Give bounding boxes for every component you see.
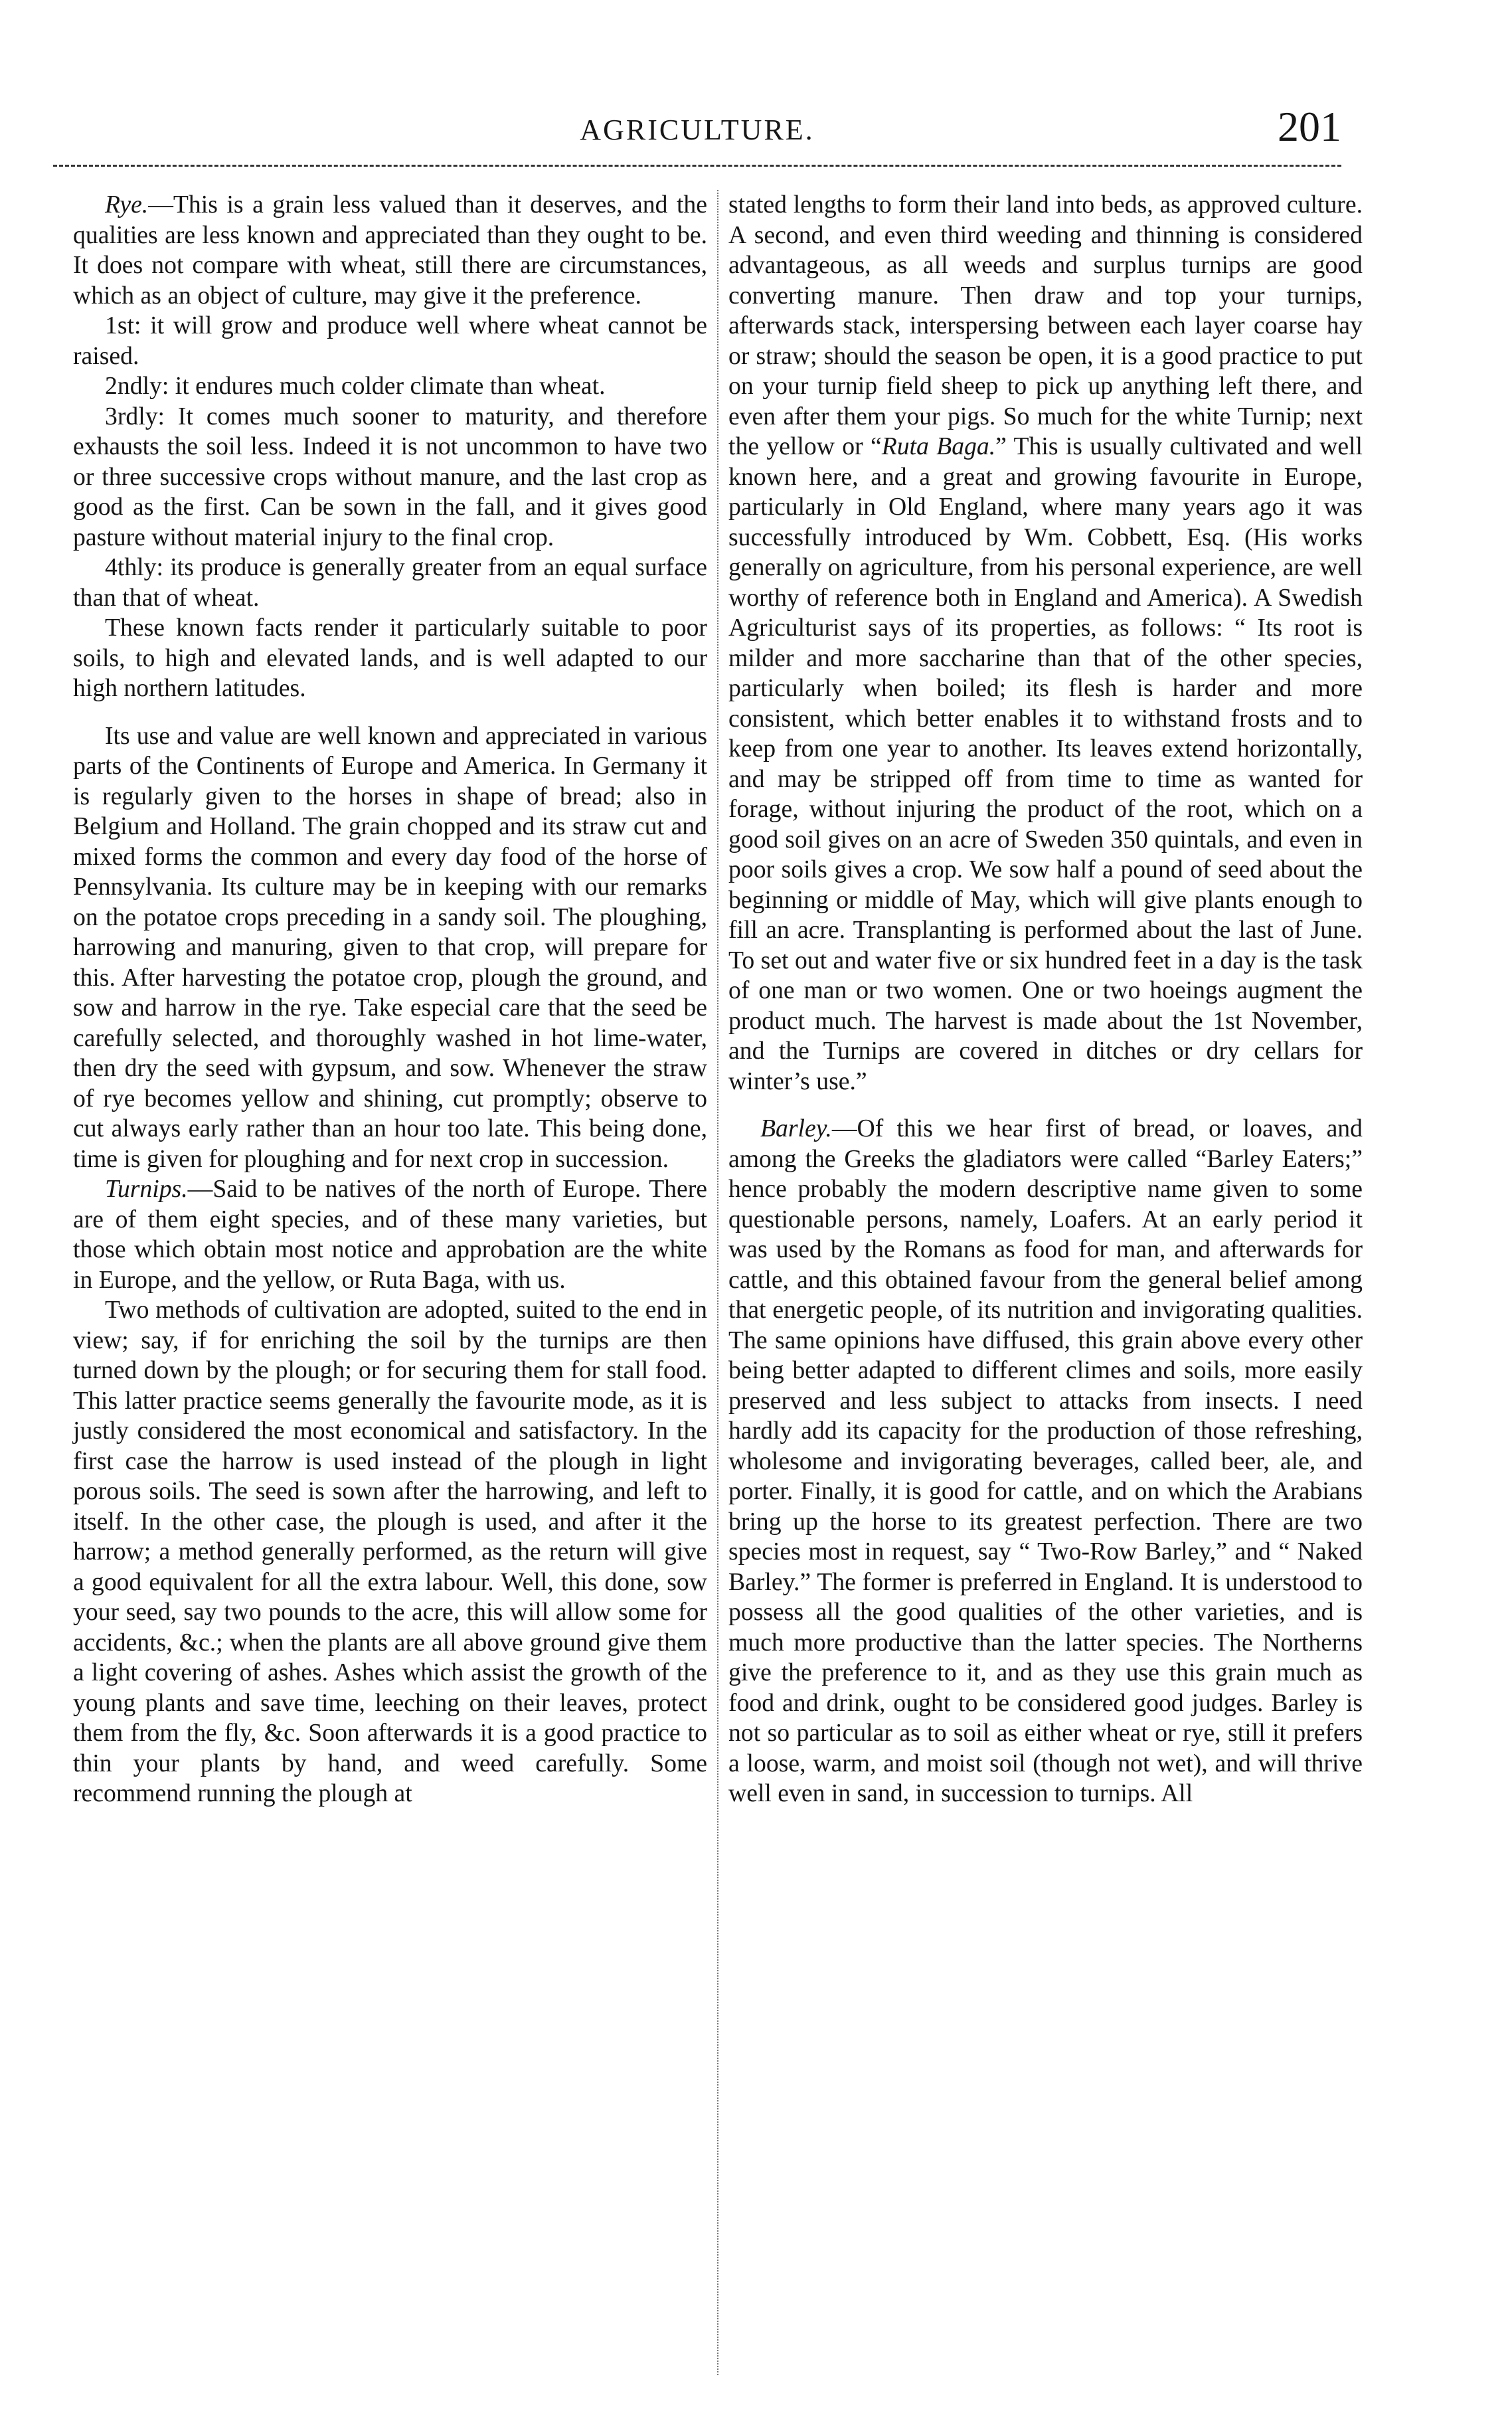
- header-rule: [53, 165, 1341, 167]
- rye-intro: —This is a grain less valued than it deserves, and the qualities are less known and appreciated than they ought to be. It does not compare with wheat, still there are circumstances, which as an object of culture, may give it the preference.: [73, 191, 707, 310]
- barley-heading: Barley.: [760, 1115, 832, 1142]
- rye-heading: Rye.: [105, 191, 149, 219]
- turnips-continued: stated lengths to form their land into beds, as approved culture. A second, and even third weeding and thinning is considered advantageous, as all weeds and surplus turnips are good converting manure. Then draw and top your turnips, afterwards stack, interspersing between each layer coarse hay or straw; should the season be open, it is a good practice to put on your turnip field sheep to pick up anything left there, and even after them your pigs. So much for the white Turnip; next the yellow or “Ruta Baga.” This is usually cultivated and well known here, and a great and growing favourite in Europe, particularly in Old England, where many years ago it was successfully introduced by Wm. Cobbett, Esq. (His works generally on agriculture, from his personal experience, are well worthy of reference both in England and America). A Swedish Agriculturist says of its properties, as follows: “ Its root is milder and more saccharine than that of the other species, particularly when boiled; its flesh is harder and more consistent, which better enables it to withstand frosts and to keep from one year to another. Its leaves extend horizontally, and may be stripped off from time to time as wanted for forage, without injuring the product of the root, which on a good soil gives on an acre of Sweden 350 quintals, and even in poor soils gives a crop. We sow half a pound of seed about the beginning or middle of May, which will give plants enough to fill an acre. Transplanting is performed about the last of June. To set out and water five or six hundred feet in a day is the task of one man or two women. One or two hoeings augment the product much. The harvest is made about the 1st November, and the Turnips are covered in ditches or dry cellars for winter’s use.”: [728, 191, 1363, 1095]
- rye-point-2: 2ndly: it endures much colder climate than wheat.: [105, 372, 606, 400]
- turnips-methods: Two methods of cultivation are adopted, suited to the end in view; say, if for enriching the soil by the turnips are then turned down by the plough; or for securing them for stall food. This latter practice seems generally the favourite mode, as it is justly considered the most economical and satisfactory. In the first case the harrow is used instead of the plough in light porous soils. The seed is sown after the harrowing, and left to itself. In the other case, the plough is used, and after it the harrow; a method generally performed, as the return will give a good equivalent for all the extra labour. Well, this done, sow your seed, say two pounds to the acre, this will allow some for accidents, &c.; when the plants are all above ground give them a light covering of ashes. Ashes which assist the growth of the young plants and save time, leeching on their leaves, protect them from the fly, &c. Soon afterwards it is a good practice to thin your plants by hand, and weed carefully. Some recommend running the plough at: [73, 1296, 707, 1807]
- rye-point-1: 1st: it will grow and produce well where wheat cannot be raised.: [73, 312, 707, 370]
- rye-point-4: 4thly: its produce is generally greater from an equal surface than that of wheat.: [73, 553, 707, 612]
- turnips-heading: Turnips.: [105, 1175, 188, 1203]
- rye-use: Its use and value are well known and appreciated in various parts of the Continents of Europe and America. In Germany it is regularly given to the horses in shape of bread; also in Belgium and Holland. The grain chopped and its straw cut and mixed forms the common and every day food of the horse of Pennsylvania. Its culture may be in keeping with our remarks on the potatoe crops preceding in a sandy soil. The ploughing, harrowing and manuring, given to that crop, will prepare for this. After harvesting the potatoe crop, plough the ground, and sow and harrow in the rye. Take especial care that the seed be carefully selected, and thoroughly washed in hot lime-water, then dry the seed with gypsum, and sow. Whenever the straw of rye becomes yellow and shining, cut promptly; observe to cut always early rather than an hour too late. This being done, time is given for ploughing and for next crop in succession.: [73, 721, 707, 1173]
- rye-paragraph: [73, 190, 707, 311]
- barley-text: —Of this we hear first of bread, or loaves, and among the Greeks the gladiators were called “Barley Eaters;” hence probably the modern descriptive name given to some questionable persons, namely, Loafers. At an early period it was used by the Romans as food for man, and afterwards for cattle, and this obtained favour from the general belief among that energetic people, of its nutrition and invigorating qualities. The same opinions have diffused, this grain above every other being better adapted to different climes and soils, more easily preserved and less subject to attacks from insects. I need hardly add its capacity for the production of those refreshing, wholesome and invigorating beverages, called beer, ale, and porter. Finally, it is good for cattle, and on which the Arabians bring up the horse to its greatest perfection. There are two species most in request, say “ Two-Row Barley,” and “ Naked Barley.” The former is preferred in England. It is understood to possess all the good qualities of the other varieties, and is much more productive than the latter species. The Northerns give the preference to it, and as they use this grain much as food and drink, ought to be considered good judges. Barley is not so particular as to soil as either wheat or rye, still it prefers a loose, warm, and moist soil (though not wet), and will thrive well even in sand, in succession to turnips. All: [728, 1115, 1363, 1807]
- column-divider: [717, 190, 718, 2375]
- barley-paragraph: [728, 1114, 1363, 1809]
- turnips-intro: —Said to be natives of the north of Europe. There are of them eight species, and of these many varieties, but those which obtain most notice and approbation are the white in Europe, and the yellow, or Ruta Baga, with us.: [73, 1175, 707, 1294]
- running-title: AGRICULTURE.: [580, 114, 815, 146]
- left-column: [73, 190, 707, 1809]
- turnips-paragraph: [73, 1174, 707, 1295]
- rye-facts: These known facts render it particularly suitable to poor soils, to high and elevated lands, and is well adapted to our high northern latitudes.: [73, 614, 707, 702]
- rye-point-3: 3rdly: It comes much sooner to maturity, and therefore exhausts the soil less. Indeed it is not uncommon to have two or three successive crops without manure, and the last crop as good as the first. Can be sown in the fall, and it gives good pasture without material injury to the final crop.: [73, 402, 707, 551]
- page-number: 201: [1278, 103, 1341, 150]
- ruta-baga-term: Ruta Baga.: [881, 432, 996, 460]
- page-header: [53, 100, 1341, 173]
- right-column: [728, 190, 1363, 1809]
